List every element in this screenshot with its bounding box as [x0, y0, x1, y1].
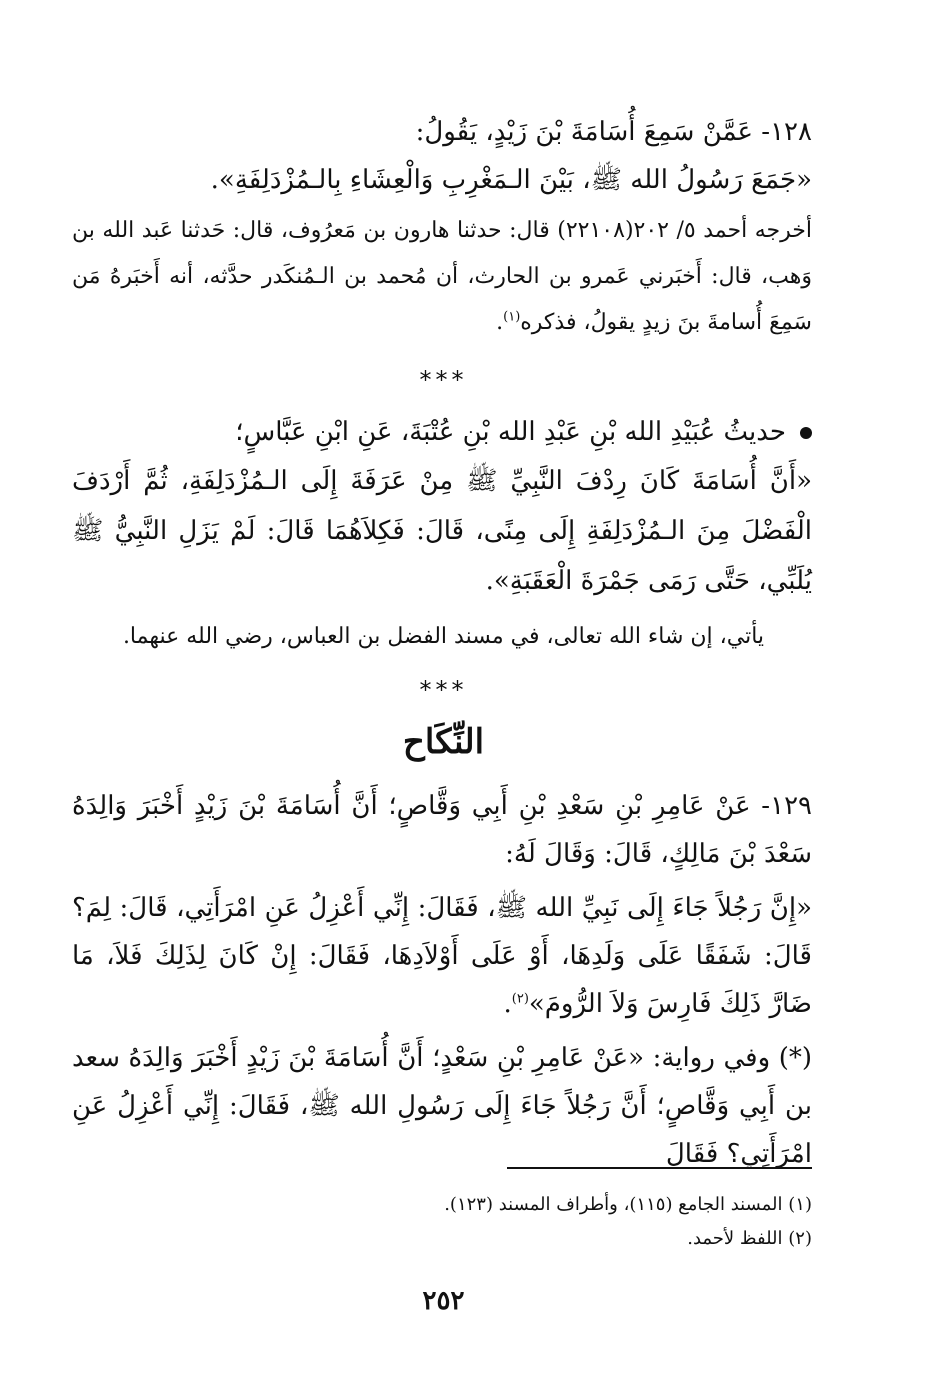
- heading-text: حديثُ عُبَيْدِ الله بْنِ عَبْدِ الله بْنِ عُتْبَةَ، عَنِ ابْنِ عَبَّاسٍ؛: [235, 417, 786, 447]
- section-title: النِّكَاح: [402, 722, 485, 762]
- hadith-128-line-1: ١٢٨- عَمَّنْ سَمِعَ أُسَامَةَ بْنَ زَيْدٍ، يَقُولُ:: [415, 117, 812, 147]
- hadith-129-text: «إِنَّ رَجُلاً جَاءَ إِلَى نَبِيِّ الله ﷺ، فَقَالَ: إِنِّي أَعْزِلُ عَنِ امْرَأَتِي، قَالَ: لِمَ؟ قَالَ: شَفَقًا عَلَى وَلَدِهَا، أَوْ عَلَى أَوْلاَدِهَا، فَقَالَ: إِنْ كَانَ لِذَلِكَ فَلاَ، مَا ضَارَّ ذَلِكَ فَارِسَ وَلاَ الرُّومَ»$^{(٢)}$.: [72, 893, 812, 1019]
- footnote-rule: [507, 1167, 812, 1169]
- hadith-129-opening: ١٢٩- عَنْ عَامِرِ بْنِ سَعْدِ بْنِ أَبِي وَقَّاصٍ؛ أَنَّ أُسَامَةَ بْنَ زَيْدٍ أَخْبَرَ وَالِدَهُ سَعْدَ بْنَ مَالِكٍ، قَالَ: وَقَالَ لَهُ:: [72, 791, 813, 869]
- footnote-2: (٢) اللفظ لأحمد.: [687, 1228, 812, 1249]
- footnotes: [200, 1188, 812, 1256]
- takhrij-text: أخرجه أحمد ٥/ ٢٠٢(٢٢١٠٨) قال: حدثنا هارون بن مَعرُوف، قال: حَدثنا عَبد الله بن وَهب، قال: أَخبَرني عَمرو بن الحارث، أن مُحمد بن الـمُنكَدر حدَّثه، أنه أَخبَرهُ مَن سَمِعَ أُسامةَ بنَ زيدٍ يقولُ، فذكره: [72, 218, 812, 335]
- separator-stars-1: ***: [419, 366, 468, 394]
- bullet-icon: [800, 427, 812, 439]
- cross-reference-note: يأتي، إن شاء الله تعالى، في مسند الفضل بن العباس، رضي الله عنهما.: [122, 624, 765, 649]
- footnote-ref-1: (١): [503, 309, 521, 325]
- hadith-129-matn: «إِنَّ رَجُلاً جَاءَ إِلَى نَبِيِّ الله ﷺ، فَقَالَ: إِنِّي أَعْزِلُ عَنِ امْرَأَتِي، قَالَ: لِمَ؟ قَالَ: شَفَقًا عَلَى وَلَدِهَا، أَوْ عَلَى أَوْلاَدِهَا، فَقَالَ: إِنْ كَانَ لِذَلِكَ فَلاَ، مَا ضَارَّ ذَلِكَ فَارِسَ وَلاَ الرُّومَ»: [72, 893, 812, 1019]
- page-number: ٢٥٢: [422, 1286, 465, 1316]
- hadith-ibn-abbas-text: «أَنَّ أُسَامَةَ كَانَ رِدْفَ النَّبِيِّ ﷺ مِنْ عَرَفَةَ إِلَى الـمُزْدَلِفَةِ، ثُمَّ أَرْدَفَ الْفَضْلَ مِنَ الـمُزْدَلِفَةِ إِلَى مِنًى، قَالَ: فَكِلاَهُمَا قَالَ: لَمْ يَزَلِ النَّبِيُّ ﷺ يُلَبِّي، حَتَّى رَمَى جَمْرَةَ الْعَقَبَةِ».: [72, 466, 812, 596]
- hadith-129-riwaya: (*) وفي رواية: «عَنْ عَامِرِ بْنِ سَعْدٍ؛ أَنَّ أُسَامَةَ بْنَ زَيْدٍ أَخْبَرَ وَالِدَهُ سعد بن أَبِي وَقَّاصٍ؛ أَنَّ رَجُلاً جَاءَ إِلَى رَسُولِ الله ﷺ، فَقَالَ: إِنِّي أَعْزِلُ عَنِ امْرَأَتِي؟ فَقَالَ: [72, 1043, 812, 1169]
- footnote-ref-2: (٢): [511, 991, 529, 1007]
- hadith-129: [72, 782, 812, 1178]
- hadith-ibn-abbas: [72, 408, 812, 606]
- hadith-128-line-2: «جَمَعَ رَسُولُ الله ﷺ، بَيْنَ الـمَغْرِبِ وَالْعِشَاءِ بِالـمُزْدَلِفَةِ».: [210, 165, 812, 195]
- separator-stars-2: ***: [419, 676, 468, 704]
- hadith-128-takhrij: أخرجه أحمد ٥/ ٢٠٢(٢٢١٠٨) قال: حدثنا هارون بن مَعرُوف، قال: حَدثنا عَبد الله بن وَهب، قال: أَخبَرني عَمرو بن الحارث، أن مُحمد بن الـمُنكَدر حدَّثه، أنه أَخبَرهُ مَن سَمِعَ أُسامةَ بنَ زيدٍ يقولُ، فذكره$^{(١)}$.: [72, 218, 812, 335]
- hadith-ibn-abbas-heading: [72, 408, 812, 456]
- footnote-1: (١) المسند الجامع (١١٥)، وأطراف المسند (١٢٣).: [444, 1194, 812, 1215]
- hadith-128: [72, 108, 812, 346]
